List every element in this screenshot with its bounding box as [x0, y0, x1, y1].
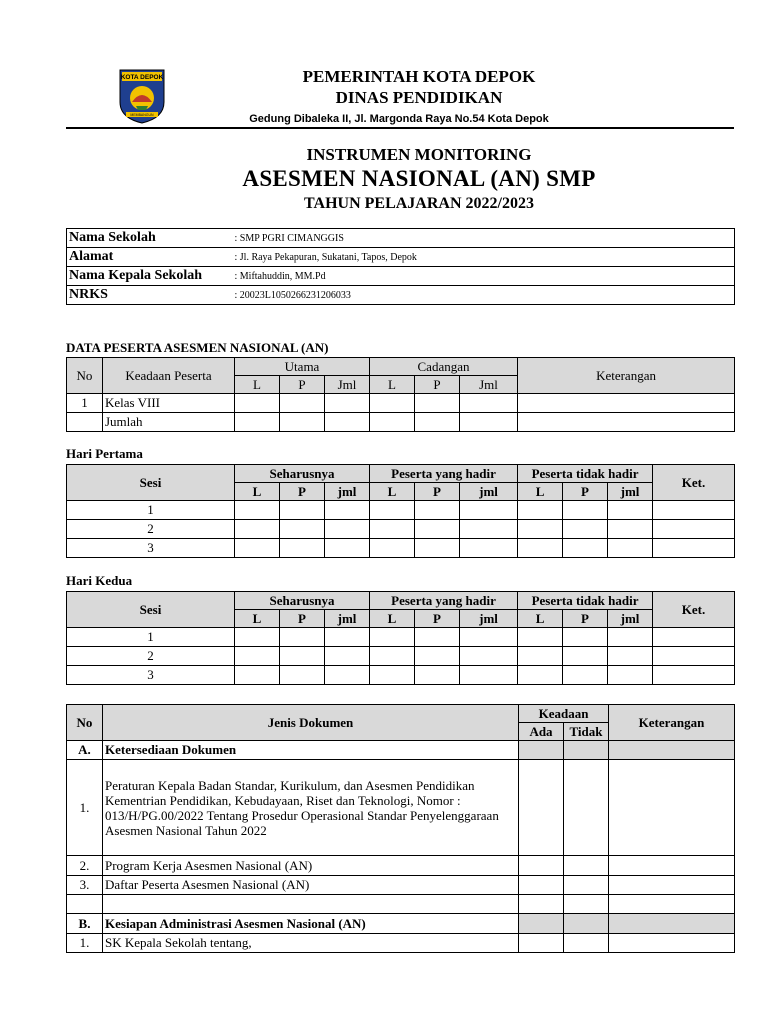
col-keadaan-peserta: Keadaan Peserta — [103, 358, 235, 394]
sesi-number: 1 — [67, 628, 235, 647]
sub-p: P — [415, 376, 460, 394]
row-text: Peraturan Kepala Badan Standar, Kurikulum, dan Asesmen Pendidikan Kementrian Pendidikan, Kebudayaan, Riset dan Teknologi, Nomor : 013/H/PG.00/2022 Tentang Prosedur Operasional Standar Penyelenggaraan Asesmen Nasional Tahun 2022 — [103, 760, 519, 856]
sub-ada: Ada — [519, 723, 564, 741]
doc-title-line2: ASESMEN NASIONAL (AN) SMP — [242, 166, 596, 191]
info-row — [67, 248, 735, 267]
sub-p: P — [280, 483, 325, 501]
doc-title-line3: TAHUN PELAJARAN 2022/2023 — [304, 195, 534, 212]
sub-jml: jml — [608, 610, 653, 628]
section-title: Ketersediaan Dokumen — [103, 741, 519, 760]
sesi-number: 2 — [67, 647, 235, 666]
info-value: : Jl. Raya Pekapuran, Sukatani, Tapos, Depok — [233, 248, 735, 267]
sub-p: P — [415, 610, 460, 628]
sub-l: L — [370, 610, 415, 628]
table-row — [67, 394, 735, 413]
sub-l: L — [235, 376, 280, 394]
row-no: 3. — [67, 876, 103, 895]
col-peserta-tidak-hadir: Peserta tidak hadir — [518, 465, 653, 483]
col-seharusnya: Seharusnya — [235, 465, 370, 483]
table-row — [67, 647, 735, 666]
col-cadangan: Cadangan — [370, 358, 518, 376]
col-peserta-tidak-hadir: Peserta tidak hadir — [518, 592, 653, 610]
sub-l: L — [518, 483, 563, 501]
row-no: 2. — [67, 856, 103, 876]
row-text: Program Kerja Asesmen Nasional (AN) — [103, 856, 519, 876]
info-value: : SMP PGRI CIMANGGIS — [233, 229, 735, 248]
sesi-number: 2 — [67, 520, 235, 539]
sub-p: P — [280, 610, 325, 628]
row-no: 1. — [67, 760, 103, 856]
col-peserta-hadir: Peserta yang hadir — [370, 465, 518, 483]
header-government: PEMERINTAH KOTA DEPOK — [302, 67, 536, 86]
col-no: No — [67, 705, 103, 741]
info-value: : Miftahuddin, MM.Pd — [233, 267, 735, 286]
table-row — [67, 501, 735, 520]
info-row — [67, 267, 735, 286]
sub-jml: jml — [325, 483, 370, 501]
info-label: Nama Sekolah — [67, 229, 233, 248]
svg-text:MEMBANGUN: MEMBANGUN — [130, 113, 154, 117]
peserta-section-title: DATA PESERTA ASESMEN NASIONAL (AN) — [66, 340, 329, 355]
info-label: NRKS — [67, 286, 233, 305]
col-keterangan: Keterangan — [609, 705, 735, 741]
header-address: Gedung Dibaleka II, Jl. Margonda Raya No.54 Kota Depok — [249, 113, 549, 125]
table-row — [67, 666, 735, 685]
hari-pertama-table — [66, 464, 735, 558]
info-label: Alamat — [67, 248, 233, 267]
sub-p: P — [563, 483, 608, 501]
section-row — [67, 741, 735, 760]
info-label: Nama Kepala Sekolah — [67, 267, 233, 286]
hari-pertama-title: Hari Pertama — [66, 446, 143, 461]
col-utama: Utama — [235, 358, 370, 376]
col-ket: Ket. — [653, 592, 735, 628]
table-row — [67, 628, 735, 647]
sub-jml: jml — [608, 483, 653, 501]
col-no: No — [67, 358, 103, 394]
col-seharusnya: Seharusnya — [235, 592, 370, 610]
row-no: 1. — [67, 934, 103, 953]
table-row — [67, 856, 735, 876]
sesi-number: 3 — [67, 539, 235, 558]
sub-l: L — [370, 376, 415, 394]
col-keterangan: Keterangan — [518, 358, 735, 394]
sub-jml: Jml — [460, 376, 518, 394]
school-info-table — [66, 228, 735, 305]
info-row — [67, 286, 735, 305]
hari-kedua-title: Hari Kedua — [66, 573, 133, 588]
sub-p: P — [415, 483, 460, 501]
section-title: Kesiapan Administrasi Asesmen Nasional (AN) — [103, 914, 519, 934]
table-row — [67, 934, 735, 953]
col-peserta-hadir: Peserta yang hadir — [370, 592, 518, 610]
table-row — [67, 539, 735, 558]
sub-l: L — [370, 483, 415, 501]
sub-l: L — [235, 610, 280, 628]
svg-text:KOTA DEPOK: KOTA DEPOK — [120, 74, 164, 81]
col-jenis-dokumen: Jenis Dokumen — [103, 705, 519, 741]
sub-p: P — [280, 376, 325, 394]
doc-title-line1: INSTRUMEN MONITORING — [306, 145, 532, 164]
sesi-number: 3 — [67, 666, 235, 685]
col-sesi: Sesi — [67, 592, 235, 628]
row-label: Kelas VIII — [103, 394, 235, 413]
section-no: A. — [67, 741, 103, 760]
table-row — [67, 876, 735, 895]
header-divider — [66, 127, 734, 129]
section-row — [67, 914, 735, 934]
row-label: Jumlah — [103, 413, 235, 432]
row-text: SK Kepala Sekolah tentang, — [103, 934, 519, 953]
row-text: Daftar Peserta Asesmen Nasional (AN) — [103, 876, 519, 895]
sub-jml: Jml — [325, 376, 370, 394]
spacer-row — [67, 895, 735, 914]
table-row — [67, 760, 735, 856]
header-department: DINAS PENDIDIKAN — [335, 88, 503, 107]
info-row — [67, 229, 735, 248]
peserta-table — [66, 357, 735, 432]
row-no: 1 — [67, 394, 103, 413]
sub-tidak: Tidak — [564, 723, 609, 741]
sub-p: P — [563, 610, 608, 628]
col-keadaan: Keadaan — [519, 705, 609, 723]
hari-kedua-table — [66, 591, 735, 685]
col-ket: Ket. — [653, 465, 735, 501]
col-sesi: Sesi — [67, 465, 235, 501]
dokumen-table — [66, 704, 735, 953]
table-row — [67, 520, 735, 539]
sub-l: L — [518, 610, 563, 628]
sesi-number: 1 — [67, 501, 235, 520]
sub-jml: jml — [325, 610, 370, 628]
info-value: : 20023L1050266231206033 — [233, 286, 735, 305]
section-no: B. — [67, 914, 103, 934]
sub-jml: jml — [460, 483, 518, 501]
sub-jml: jml — [460, 610, 518, 628]
table-row — [67, 413, 735, 432]
sub-l: L — [235, 483, 280, 501]
